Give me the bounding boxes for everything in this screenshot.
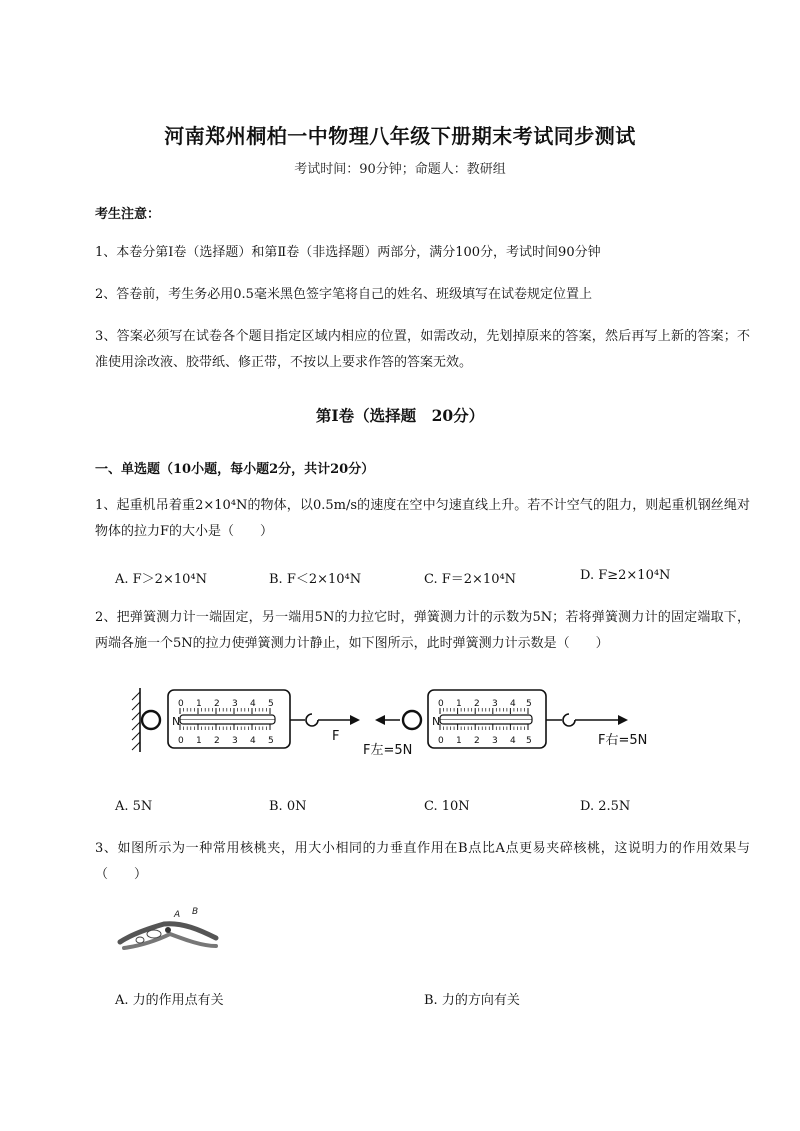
- left-force-label: F: [332, 729, 340, 744]
- scale-digit-bottom-0: 0: [178, 736, 184, 746]
- point-a-label: A: [174, 910, 181, 920]
- question-3-stem: 3、如图所示为一种常用核桃夹，用大小相同的力垂直作用在B点比A点更易夹碎核桃，这说明力的作用效果与（ ）: [95, 841, 750, 882]
- spring-scale-figure: [120, 680, 660, 760]
- scale-digit-top-1: 1: [456, 699, 462, 709]
- q3-option-b[interactable]: B. 力的方向有关: [424, 993, 520, 1008]
- notice-heading: 考生注意：: [95, 207, 161, 222]
- q1-option-d[interactable]: D. F≥2×10⁴N: [580, 568, 671, 583]
- q2-option-b[interactable]: B. 0N: [269, 799, 307, 814]
- q1-option-a[interactable]: A. F＞2×10⁴N: [115, 572, 207, 587]
- notice-item-1: 1、本卷分第I卷（选择题）和第Ⅱ卷（非选择题）两部分，满分100分，考试时间90分钟: [95, 245, 601, 260]
- scale-digit-bottom-3: 3: [492, 736, 498, 746]
- scale-digit-top-0: 0: [178, 699, 184, 709]
- scale-digit-top-3: 3: [232, 699, 238, 709]
- right-end-force-label: F右=5N: [598, 733, 648, 748]
- scale-digit-top-4: 4: [250, 699, 256, 709]
- scale-digit-top-4: 4: [510, 699, 516, 709]
- q3-option-a[interactable]: A. 力的作用点有关: [115, 993, 224, 1008]
- scale-digit-bottom-0: 0: [438, 736, 444, 746]
- scale-unit-left: N: [172, 715, 181, 728]
- scale-digit-bottom-5: 5: [268, 736, 274, 746]
- wall-icon: [132, 688, 140, 752]
- scale-digit-bottom-2: 2: [214, 736, 220, 746]
- scale-digit-top-2: 2: [214, 699, 220, 709]
- scale-digit-bottom-2: 2: [474, 736, 480, 746]
- scale-digit-top-0: 0: [438, 699, 444, 709]
- section-title: 第I卷（选择题 20分）: [315, 406, 485, 425]
- scale-unit-right: N: [432, 715, 441, 728]
- notice-item-2: 2、答卷前，考生务必用0.5毫米黑色签字笔将自己的姓名、班级填写在试卷规定位置上: [95, 287, 592, 302]
- right-spring-scale: [375, 690, 628, 748]
- q1-option-b[interactable]: B. F＜2×10⁴N: [269, 572, 362, 587]
- q2-option-d[interactable]: D. 2.5N: [580, 799, 631, 814]
- nutcracker-figure: [112, 904, 222, 960]
- point-b-label: B: [192, 907, 199, 917]
- q2-option-a[interactable]: A. 5N: [115, 799, 153, 814]
- q2-option-c[interactable]: C. 10N: [424, 799, 470, 814]
- mcq-heading: 一、单选题（10小题，每小题2分，共计20分）: [95, 462, 375, 477]
- question-2-stem: 2、把弹簧测力计一端固定，另一端用5N的力拉它时，弹簧测力计的示数为5N；若将弹簧测力计的固定端取下，两端各施一个5N的拉力使弹簧测力计静止，如下图所示，此时弹簧测力计示数是（ ）: [95, 610, 750, 651]
- scale-digit-bottom-3: 3: [232, 736, 238, 746]
- scale-digit-top-1: 1: [196, 699, 202, 709]
- left-end-force-label: F左=5N: [363, 743, 413, 758]
- scale-digit-top-3: 3: [492, 699, 498, 709]
- question-1-stem: 1、起重机吊着重2×10⁴N的物体，以0.5m/s的速度在空中匀速直线上升。若不计空气的阻力，则起重机钢丝绳对物体的拉力F的大小是（ ）: [95, 498, 750, 539]
- q1-option-c[interactable]: C. F＝2×10⁴N: [424, 572, 517, 587]
- nutcracker-icon: [120, 924, 216, 948]
- scale-digit-bottom-5: 5: [526, 736, 532, 746]
- scale-digit-bottom-1: 1: [196, 736, 202, 746]
- exam-info: 考试时间：90分钟；命题人：教研组: [294, 162, 506, 177]
- left-spring-scale: [142, 690, 360, 748]
- scale-digit-bottom-4: 4: [250, 736, 256, 746]
- notice-item-3: 3、答案必须写在试卷各个题目指定区域内相应的位置，如需改动，先划掉原来的答案，然后再写上新的答案；不准使用涂改液、胶带纸、修正带，不按以上要求作答的答案无效。: [95, 329, 750, 370]
- scale-digit-bottom-1: 1: [456, 736, 462, 746]
- scale-digit-top-5: 5: [268, 699, 274, 709]
- scale-digit-top-2: 2: [474, 699, 480, 709]
- scale-digit-top-5: 5: [526, 699, 532, 709]
- scale-digit-bottom-4: 4: [510, 736, 516, 746]
- document-title: 河南郑州桐柏一中物理八年级下册期末考试同步测试: [164, 124, 636, 148]
